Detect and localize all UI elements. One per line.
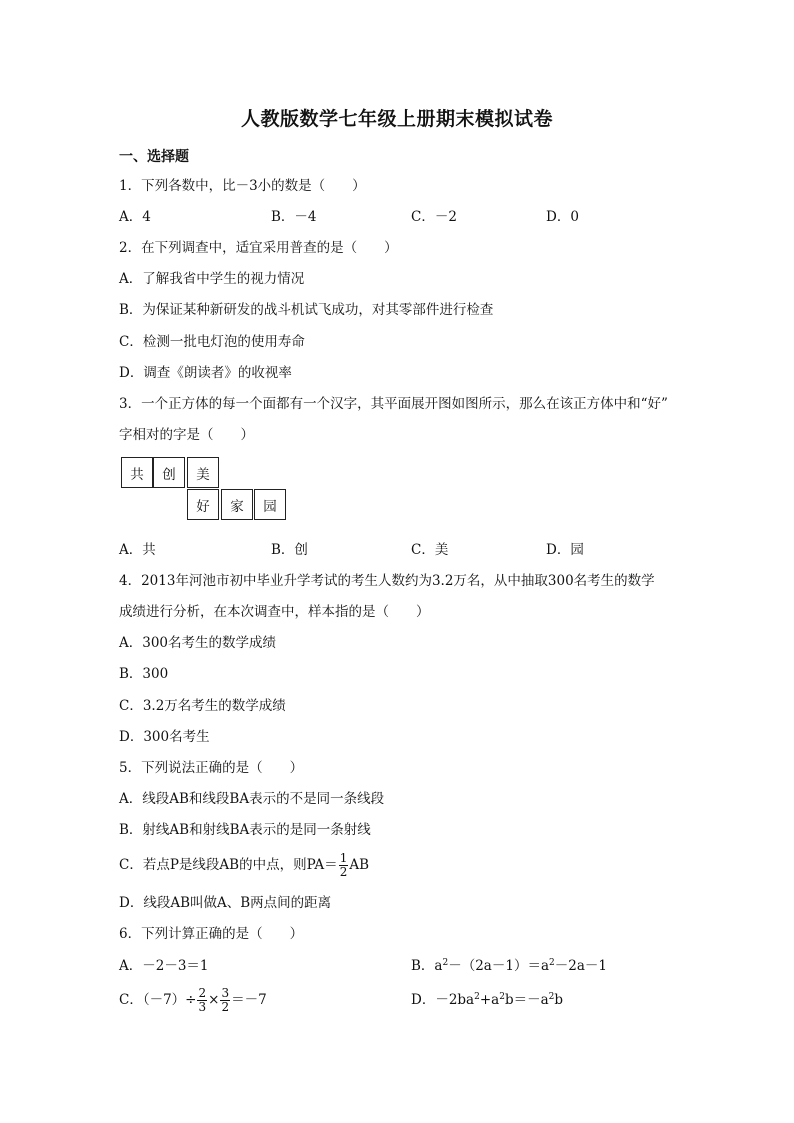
question-2-option-b: B．为保证某种新研发的战斗机试飞成功，对其零部件进行检查: [119, 302, 494, 318]
expr-part: b: [554, 992, 564, 1008]
expr-part: +a: [479, 992, 500, 1008]
expr-part: D．－2ba: [411, 992, 475, 1008]
exponent: 2: [499, 992, 505, 1002]
question-5-option-c-suffix: AB: [349, 857, 369, 873]
question-3-stem-line-2: 字相对的字是（ ）: [119, 427, 254, 443]
question-4-stem-line-2: 成绩进行分析，在本次调查中，样本指的是（ ）: [119, 604, 430, 620]
question-5-option-b: B．射线AB和射线BA表示的是同一条射线: [119, 822, 371, 838]
fraction-denominator: 3: [198, 1000, 207, 1014]
question-5-option-c: [119, 850, 369, 880]
exponent: 2: [442, 958, 449, 968]
expr-part: ＝－7: [231, 992, 267, 1008]
question-3-stem-line-1: 3．一个正方体的每一个面都有一个汉字，其平面展开图如图所示，那么在该正方体中和“好”: [119, 396, 668, 412]
question-4-option-a: A．300名考生的数学成绩: [119, 635, 277, 651]
question-6-option-c: [119, 985, 267, 1015]
question-2-stem: 2．在下列调查中，适宜采用普查的是（ ）: [119, 240, 398, 256]
question-3-option-d: D．园: [546, 542, 584, 558]
fraction-denominator: 2: [339, 865, 348, 879]
question-6-option-b: [411, 957, 607, 975]
question-5-option-a: A．线段AB和线段BA表示的不是同一条线段: [119, 791, 385, 807]
question-4-option-c: C．3.2万名考生的数学成绩: [119, 698, 286, 714]
question-3-option-c: C．美: [411, 542, 449, 558]
expr-part: C．（－7）÷: [119, 992, 197, 1008]
question-2-option-c: C．检测一批电灯泡的使用寿命: [119, 334, 305, 350]
question-5-option-d: D．线段AB叫做A、B两点间的距离: [119, 895, 332, 911]
question-3-option-b: B．创: [271, 542, 308, 558]
page-title: 人教版数学七年级上册期末模拟试卷: [240, 108, 553, 130]
expr-part: b＝－a: [504, 992, 549, 1008]
cube-net-cell: 美: [187, 457, 219, 488]
question-1-option-a: A．4: [119, 209, 151, 225]
question-1-stem: 1．下列各数中，比－3小的数是（ ）: [119, 178, 366, 194]
question-3-option-a: A．共: [119, 542, 156, 558]
section-heading: 一、选择题: [119, 149, 189, 165]
question-6-option-d: [411, 991, 563, 1009]
question-5-stem: 5．下列说法正确的是（ ）: [119, 760, 304, 776]
expr-part: B．a: [411, 958, 443, 974]
cube-net-cell: 创: [153, 457, 185, 488]
question-1-option-c: C．－2: [411, 209, 457, 225]
fraction: [339, 852, 349, 879]
question-2-option-a: A．了解我省中学生的视力情况: [119, 271, 305, 287]
fraction-numerator: 3: [221, 986, 230, 1000]
cube-net-cell: 好: [187, 489, 219, 520]
fraction-numerator: 2: [198, 986, 207, 1000]
question-1-option-d: D．0: [546, 209, 579, 225]
cube-net-cell: 共: [121, 457, 153, 488]
expr-part: －2a－1: [554, 958, 607, 974]
exponent: 2: [548, 992, 555, 1002]
question-4-option-d: D．300名考生: [119, 729, 210, 745]
exponent: 2: [549, 958, 555, 968]
question-5-option-c-text: C．若点P是线段AB的中点，则PA＝: [119, 857, 338, 873]
question-6-option-a: A．－2－3＝1: [119, 958, 209, 974]
exponent: 2: [474, 992, 480, 1002]
cube-net-cell: 园: [254, 489, 286, 520]
question-6-stem: 6．下列计算正确的是（ ）: [119, 926, 304, 942]
fraction: [197, 987, 207, 1014]
question-4-option-b: B．300: [119, 666, 169, 682]
question-1-option-b: B．－4: [271, 209, 317, 225]
times-sign: ×: [208, 992, 220, 1008]
fraction-denominator: 2: [221, 1000, 230, 1014]
expr-part: －（2a－1）＝a: [448, 958, 549, 974]
question-4-stem-line-1: 4．2013年河池市初中毕业升学考试的考生人数约为3.2万名，从中抽取300名考生的数学: [119, 573, 655, 589]
fraction: [220, 987, 230, 1014]
cube-net-cell: 家: [221, 489, 253, 520]
question-2-option-d: D．调查《朗读者》的收视率: [119, 365, 292, 381]
fraction-numerator: 1: [339, 851, 348, 865]
